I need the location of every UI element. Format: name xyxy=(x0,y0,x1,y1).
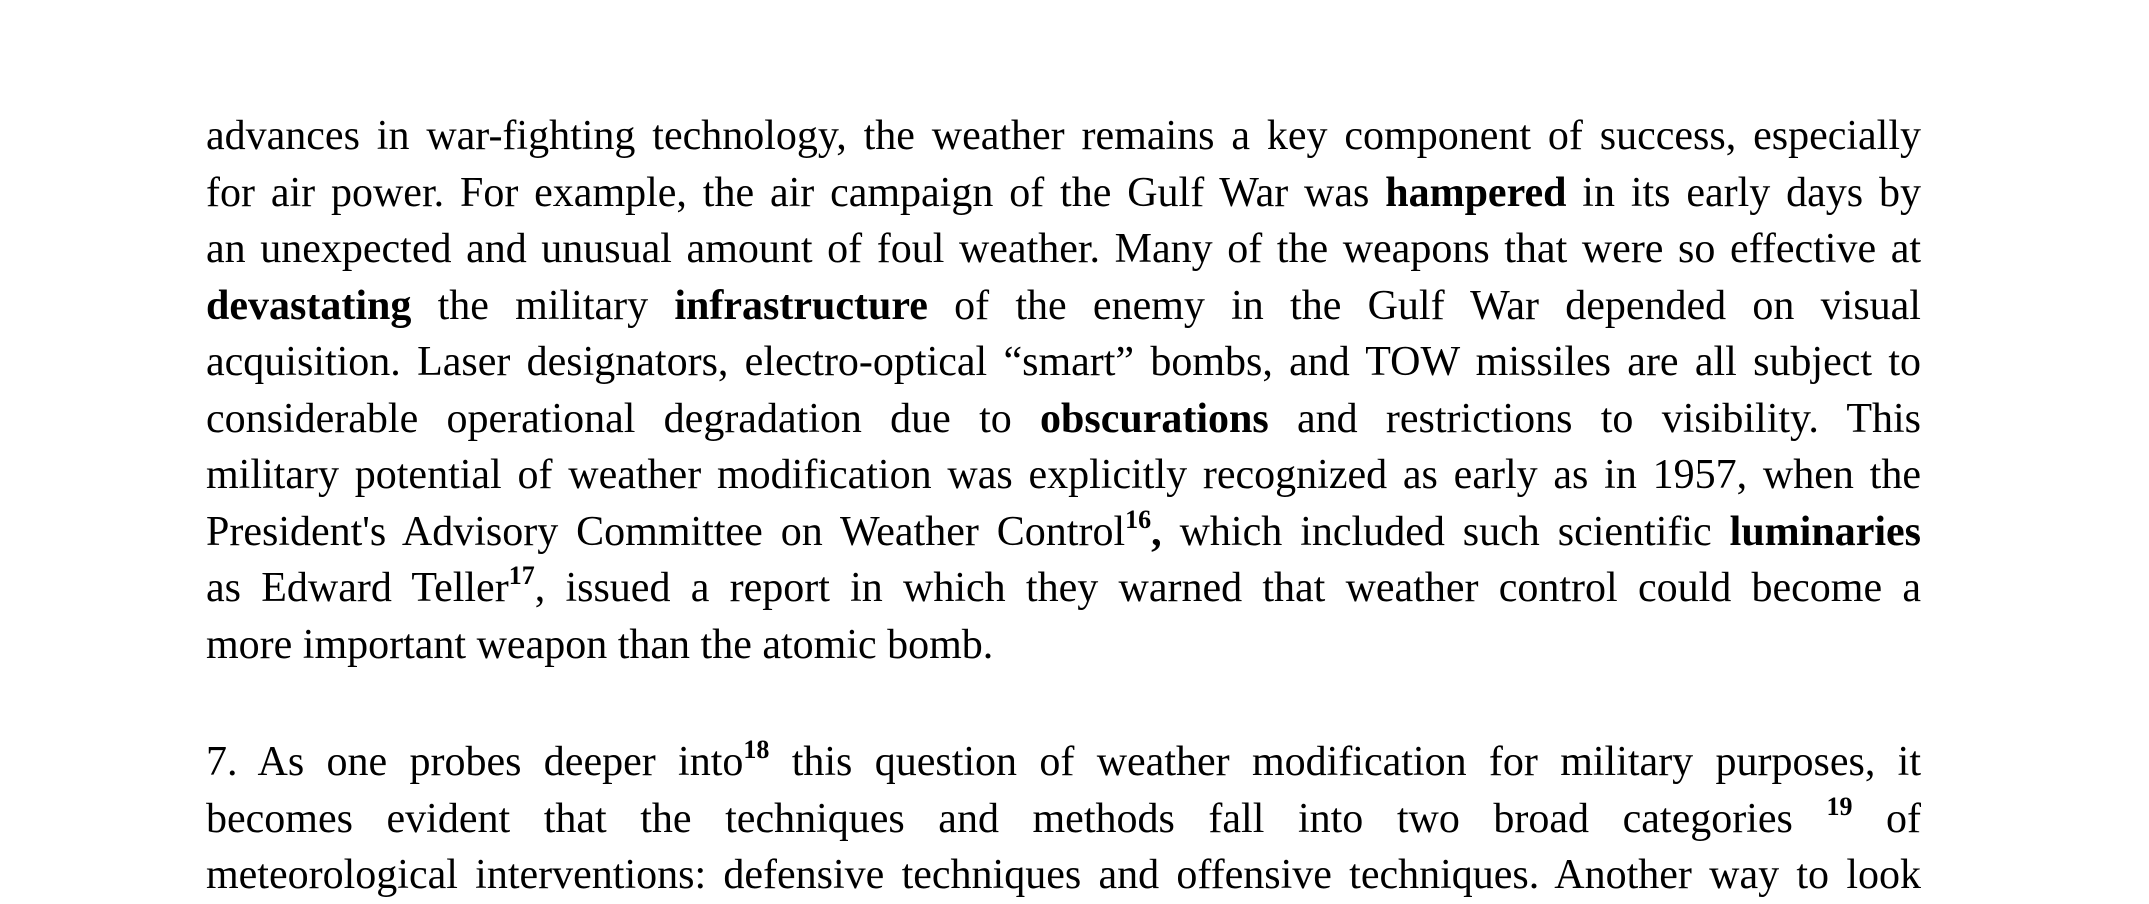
bold-term: luminaries xyxy=(1729,508,1921,555)
paragraph-line xyxy=(206,560,1921,617)
text-run: and restrictions to visibility. This xyxy=(1268,395,1921,442)
paragraph-line xyxy=(206,108,1921,165)
footnote-ref[interactable]: 16 xyxy=(1125,504,1152,534)
text-run: of xyxy=(1852,795,1921,842)
text-run: for air power. For example, the air campaign of the Gulf War was xyxy=(206,169,1386,216)
paragraph-1 xyxy=(206,108,1921,673)
paragraph-2 xyxy=(206,734,1921,904)
text-run: an unexpected and unusual amount of foul weather. Many of the weapons that were so effective at xyxy=(206,226,1921,272)
paragraph-line xyxy=(206,165,1921,222)
bold-term: devastating xyxy=(206,282,412,329)
paragraph-line xyxy=(206,734,1921,791)
paragraph-line xyxy=(206,847,1921,904)
paragraph-line xyxy=(206,447,1921,504)
text-run: 7. As one probes deeper into xyxy=(206,739,744,785)
footnote-ref[interactable]: 17 xyxy=(508,561,535,590)
text-run: as Edward Teller xyxy=(206,565,509,611)
text-run: considerable operational degradation due to xyxy=(206,395,1041,442)
text-run: more important weapon than the atomic bomb. xyxy=(206,621,994,668)
paragraph-line xyxy=(206,391,1921,448)
bold-term: infrastructure xyxy=(674,282,928,329)
bold-term: , xyxy=(1151,508,1162,555)
paragraph-line xyxy=(206,334,1921,391)
text-run: which included such scientific xyxy=(1161,508,1730,555)
text-run: becomes evident that the techniques and methods fall into two broad categories xyxy=(206,795,1827,842)
text-run: , issued a report in which they warned that weather control could become a xyxy=(534,565,1921,611)
text-run: advances in war-fighting technology, the weather remains a key component of success, especially xyxy=(206,113,1921,159)
bold-term: obscurations xyxy=(1040,395,1269,442)
text-run: this question of weather modification for military purposes, it xyxy=(769,739,1921,785)
text-run: meteorological interventions: defensive techniques and offensive techniques. Another way to look xyxy=(206,852,1921,898)
text-run: President's Advisory Committee on Weather Control xyxy=(206,508,1126,555)
footnote-ref[interactable]: 18 xyxy=(743,735,770,764)
text-run: acquisition. Laser designators, electro-optical “smart” bombs, and TOW missiles are all subject to xyxy=(206,339,1921,385)
text-run: the military xyxy=(411,282,675,329)
paragraph-line xyxy=(206,504,1921,561)
paragraph-line xyxy=(206,278,1921,335)
bold-term: hampered xyxy=(1385,169,1567,216)
paragraph-line xyxy=(206,617,1921,674)
paragraph-line xyxy=(206,791,1921,848)
paragraph-line xyxy=(206,221,1921,278)
text-run: of the enemy in the Gulf War depended on visual xyxy=(927,282,1921,329)
text-run: military potential of weather modification was explicitly recognized as early as in 1957, when the xyxy=(206,452,1921,498)
text-run: in its early days by xyxy=(1566,169,1921,216)
footnote-ref[interactable]: 19 xyxy=(1826,791,1853,821)
